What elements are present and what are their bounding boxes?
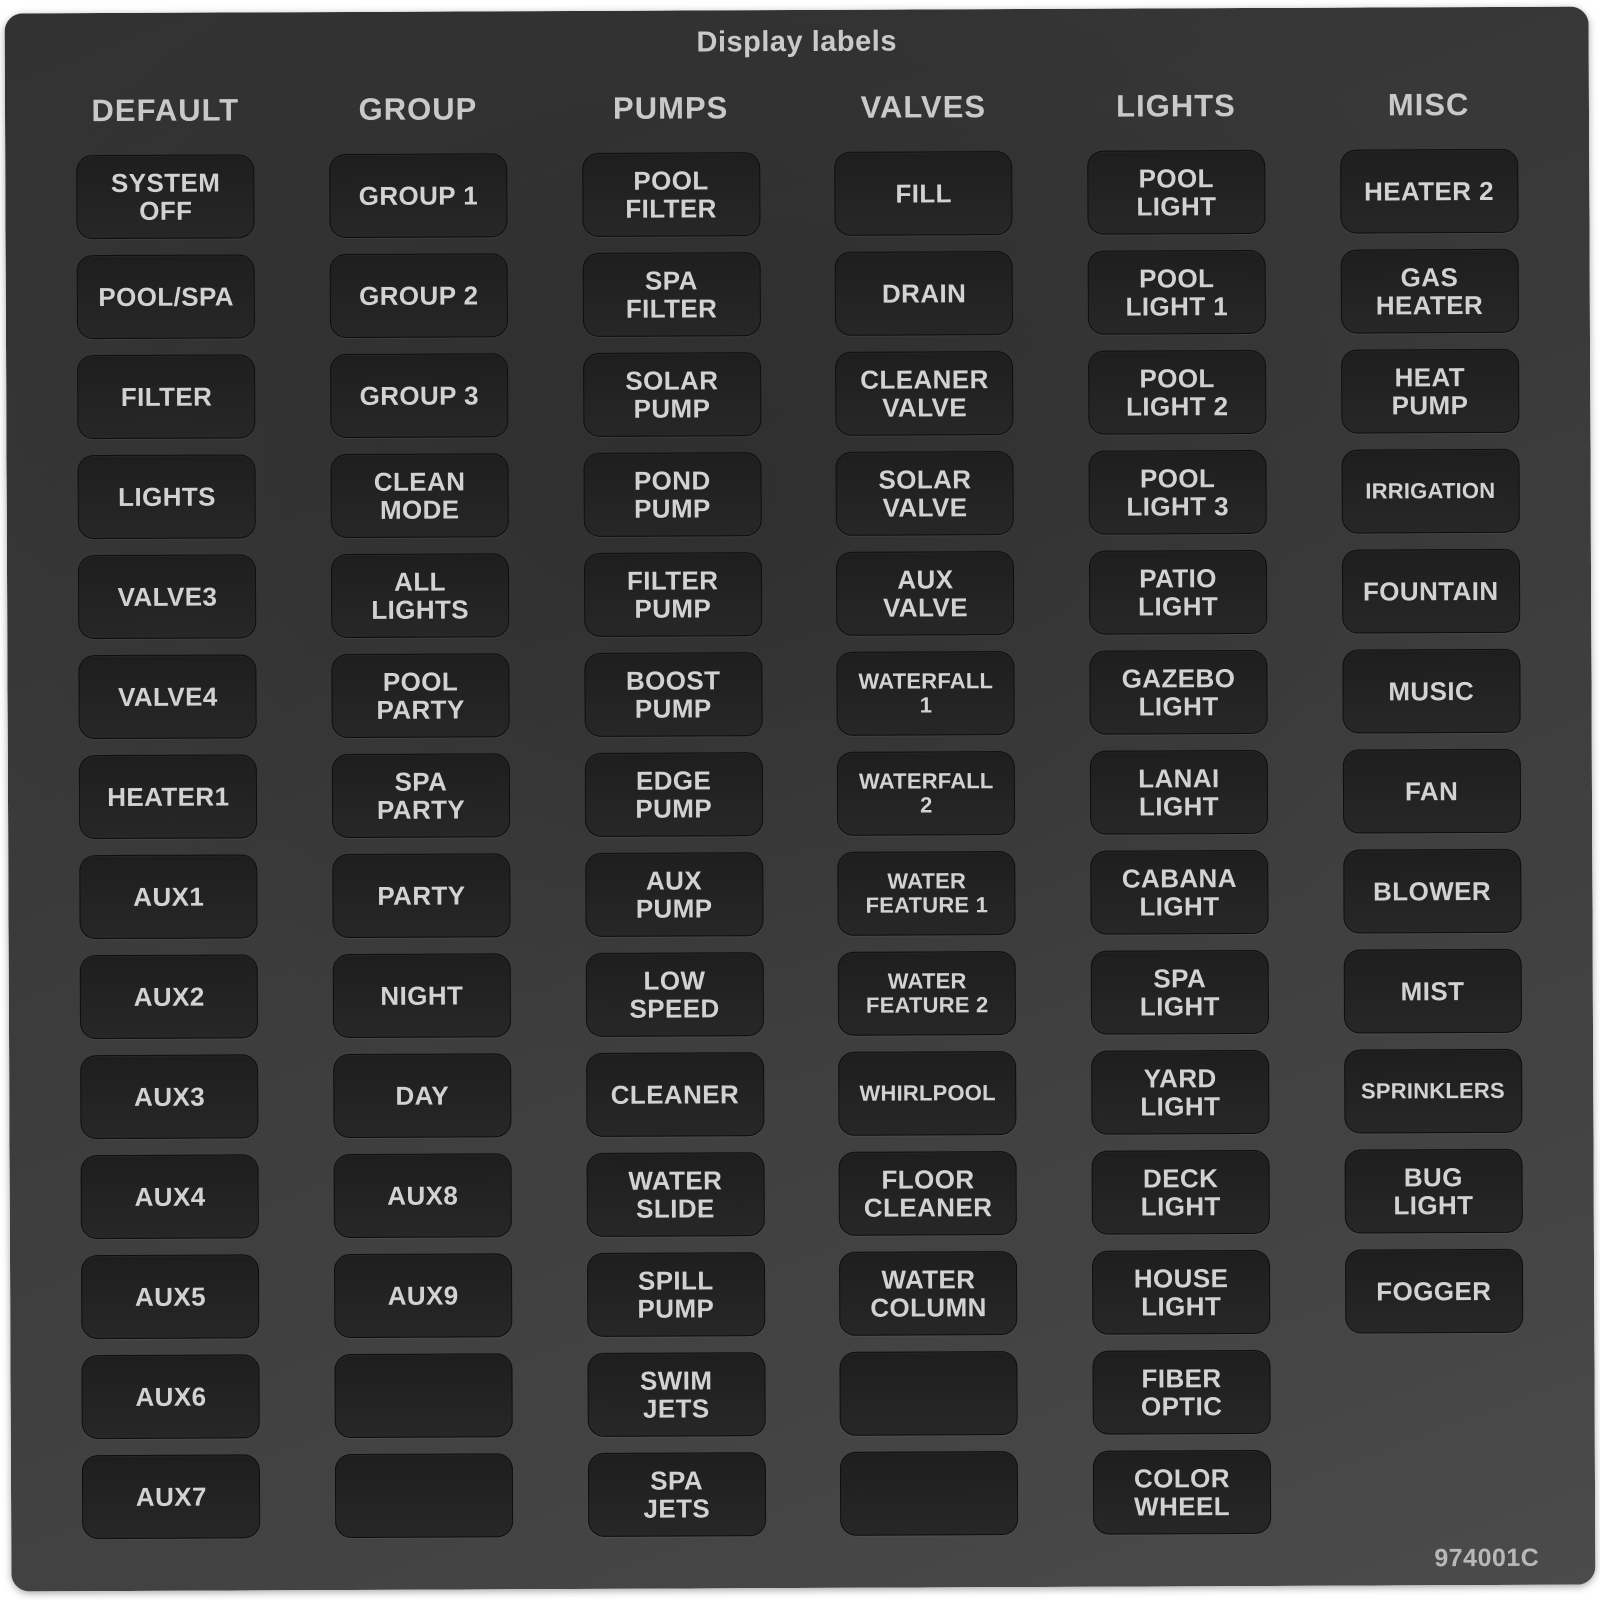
label-sticker: NIGHT [333, 953, 511, 1038]
label-cell [1050, 142, 1303, 243]
label-sticker: GAZEBO LIGHT [1089, 650, 1267, 735]
label-cell [800, 743, 1053, 844]
label-cell [545, 244, 798, 345]
label-cell [45, 1446, 298, 1547]
label-sticker: PARTY [332, 853, 510, 938]
label-sticker: POOL LIGHT [1087, 150, 1265, 235]
label-cell [544, 144, 797, 245]
label-cell [798, 443, 1051, 544]
label-cell [297, 1345, 550, 1446]
label-cell [1054, 1142, 1307, 1243]
label-cell [1302, 141, 1555, 242]
label-sticker: FAN [1342, 749, 1520, 834]
label-sticker: CLEANER [586, 1052, 764, 1137]
label-cell [1055, 1342, 1308, 1443]
label-cell [545, 344, 798, 445]
label-cell [297, 1245, 550, 1346]
label-cell [41, 546, 294, 647]
label-cell [42, 746, 295, 847]
label-sticker: CABANA LIGHT [1090, 850, 1268, 935]
label-sticker: AUX1 [80, 854, 258, 939]
label-cell [802, 1243, 1055, 1344]
label-cell [548, 1044, 801, 1145]
label-cell [39, 146, 292, 247]
label-cell [801, 1043, 1054, 1144]
label-sticker: POOL/SPA [77, 254, 255, 339]
label-sticker: LANAI LIGHT [1090, 750, 1268, 835]
label-column [39, 74, 298, 1583]
label-sticker: FILTER PUMP [584, 552, 762, 637]
label-cell [294, 645, 547, 746]
blank-label-sticker [840, 1351, 1018, 1436]
label-cell [43, 1046, 296, 1147]
column-header: PUMPS [612, 90, 729, 126]
column-header: MISC [1387, 87, 1470, 123]
label-cell [1304, 541, 1557, 642]
label-cell [797, 143, 1050, 244]
label-sticker: MIST [1343, 949, 1521, 1034]
label-sticker: BLOWER [1343, 849, 1521, 934]
label-cell [548, 844, 801, 945]
label-sticker: MUSIC [1342, 649, 1520, 734]
label-cell [292, 245, 545, 346]
label-sticker: DECK LIGHT [1092, 1150, 1270, 1235]
label-cell [1050, 242, 1303, 343]
label-cell [296, 1045, 549, 1146]
label-cell [44, 1146, 297, 1247]
label-cell [40, 246, 293, 347]
label-sticker: POND PUMP [583, 452, 761, 537]
label-cell [1051, 442, 1304, 543]
label-column [1302, 69, 1561, 1578]
label-cell [799, 543, 1052, 644]
label-cell [293, 345, 546, 446]
label-column [544, 72, 803, 1581]
label-sticker: SPILL PUMP [587, 1252, 765, 1337]
label-sticker: POOL LIGHT 1 [1088, 250, 1266, 335]
label-cell [549, 1244, 802, 1345]
label-cell [548, 944, 801, 1045]
column-header: VALVES [860, 89, 987, 125]
label-cell [1303, 241, 1556, 342]
label-sticker: GROUP 1 [329, 153, 507, 238]
label-cell [1054, 1042, 1307, 1143]
label-cell [1053, 842, 1306, 943]
label-cell [1304, 441, 1557, 542]
blank-label-sticker [334, 1353, 512, 1438]
label-sticker: SOLAR VALVE [836, 451, 1014, 536]
label-cell [44, 1346, 297, 1447]
label-cell [297, 1445, 550, 1546]
label-cell [546, 444, 799, 545]
label-cell [293, 445, 546, 546]
label-sticker: FLOOR CLEANER [839, 1151, 1017, 1236]
label-sticker: BOOST PUMP [584, 652, 762, 737]
label-sticker: FOGGER [1345, 1249, 1523, 1334]
label-sticker: SPA JETS [588, 1452, 766, 1537]
label-cell [550, 1344, 803, 1445]
blank-label-sticker [335, 1453, 513, 1538]
label-cell [42, 846, 295, 947]
label-sticker: WATERFALL 1 [837, 651, 1015, 736]
label-cell [798, 343, 1051, 444]
label-cell [1053, 942, 1306, 1043]
label-sticker: WHIRLPOOL [838, 1051, 1016, 1136]
label-sticker: AUX8 [334, 1153, 512, 1238]
label-sticker: HEAT PUMP [1341, 349, 1519, 434]
label-sticker: FOUNTAIN [1342, 549, 1520, 634]
label-sticker: POOL LIGHT 3 [1088, 450, 1266, 535]
label-cell [546, 544, 799, 645]
label-cell [1306, 1041, 1559, 1142]
blank-label-sticker [840, 1451, 1018, 1536]
label-sticker: ALL LIGHTS [331, 553, 509, 638]
label-sticker: SPA FILTER [582, 252, 760, 337]
label-sticker: AUX5 [81, 1254, 259, 1339]
label-sheet [5, 7, 1596, 1592]
label-cell [294, 745, 547, 846]
label-sticker: GROUP 2 [330, 253, 508, 338]
label-sticker: DAY [333, 1053, 511, 1138]
label-cell [1052, 542, 1305, 643]
label-sticker: POOL PARTY [331, 653, 509, 738]
label-sticker: POOL LIGHT 2 [1088, 350, 1266, 435]
label-cell [44, 1246, 297, 1347]
label-cell [1303, 341, 1556, 442]
label-cell [1305, 741, 1558, 842]
label-sticker: VALVE4 [79, 654, 257, 739]
label-column [1049, 70, 1308, 1579]
label-sticker: CLEANER VALVE [835, 351, 1013, 436]
label-sticker: POOL FILTER [582, 152, 760, 237]
label-cell [801, 943, 1054, 1044]
label-sticker: FILTER [77, 354, 255, 439]
labels-grid [39, 69, 1562, 1584]
label-cell [1051, 342, 1304, 443]
label-sticker: AUX4 [81, 1154, 259, 1239]
label-cell [292, 145, 545, 246]
label-sticker: YARD LIGHT [1091, 1050, 1269, 1135]
label-cell [798, 243, 1051, 344]
label-cell [1305, 641, 1558, 742]
label-sticker: WATER SLIDE [586, 1152, 764, 1237]
label-column [291, 73, 550, 1582]
label-cell [1307, 1141, 1560, 1242]
label-cell [1308, 1441, 1561, 1542]
label-sticker: SYSTEM OFF [77, 154, 255, 239]
label-sticker: WATERFALL 2 [837, 751, 1015, 836]
label-sticker: SPA PARTY [332, 753, 510, 838]
label-sticker: GROUP 3 [330, 353, 508, 438]
label-cell [550, 1444, 803, 1545]
label-cell [799, 643, 1052, 744]
label-sticker: EDGE PUMP [584, 752, 762, 837]
label-cell [1306, 941, 1559, 1042]
label-sticker: AUX7 [82, 1454, 260, 1539]
label-cell [1052, 642, 1305, 743]
label-sticker: GAS HEATER [1340, 249, 1518, 334]
label-sticker: WATER FEATURE 2 [838, 951, 1016, 1036]
label-cell [43, 946, 296, 1047]
part-number: 974001C [1434, 1543, 1540, 1573]
label-sticker: VALVE3 [78, 554, 256, 639]
label-cell [41, 646, 294, 747]
label-sticker: PATIO LIGHT [1089, 550, 1267, 635]
label-sticker: AUX3 [80, 1054, 258, 1139]
label-sticker: AUX VALVE [836, 551, 1014, 636]
label-cell [294, 545, 547, 646]
label-cell [1055, 1442, 1308, 1543]
label-cell [547, 744, 800, 845]
label-sticker: CLEAN MODE [330, 453, 508, 538]
label-sticker: HEATER1 [79, 754, 257, 839]
label-sticker: WATER FEATURE 1 [838, 851, 1016, 936]
label-cell [296, 1145, 549, 1246]
label-column [797, 71, 1056, 1580]
label-sticker: AUX PUMP [585, 852, 763, 937]
label-sticker: COLOR WHEEL [1093, 1450, 1271, 1535]
label-cell [40, 446, 293, 547]
column-header: DEFAULT [91, 92, 240, 129]
label-sticker: SWIM JETS [587, 1352, 765, 1437]
column-header: LIGHTS [1116, 88, 1236, 124]
label-cell [547, 644, 800, 745]
label-sticker: LIGHTS [78, 454, 256, 539]
label-sticker: BUG LIGHT [1344, 1149, 1522, 1234]
label-cell [40, 346, 293, 447]
label-cell [295, 945, 548, 1046]
page-title: Display labels [696, 25, 897, 59]
label-cell [803, 1443, 1056, 1544]
label-sticker: SPA LIGHT [1091, 950, 1269, 1035]
label-cell [1306, 841, 1559, 942]
label-cell [802, 1143, 1055, 1244]
label-cell [800, 843, 1053, 944]
label-sticker: WATER COLUMN [839, 1251, 1017, 1336]
label-sticker: AUX6 [82, 1354, 260, 1439]
label-cell [802, 1343, 1055, 1444]
label-sticker: HOUSE LIGHT [1092, 1250, 1270, 1335]
label-sticker: FIBER OPTIC [1092, 1350, 1270, 1435]
label-cell [549, 1144, 802, 1245]
label-cell [1052, 742, 1305, 843]
label-sticker: IRRIGATION [1341, 449, 1519, 534]
label-cell [1308, 1341, 1561, 1442]
label-sticker: AUX2 [80, 954, 258, 1039]
label-sticker: FILL [835, 151, 1013, 236]
label-sticker: HEATER 2 [1340, 149, 1518, 234]
label-sticker: DRAIN [835, 251, 1013, 336]
column-header: GROUP [358, 91, 478, 127]
label-sticker: LOW SPEED [585, 952, 763, 1037]
label-cell [1055, 1242, 1308, 1343]
label-sticker: SPRINKLERS [1344, 1049, 1522, 1134]
label-cell [1307, 1241, 1560, 1342]
label-sticker: SOLAR PUMP [583, 352, 761, 437]
label-cell [295, 845, 548, 946]
label-sticker: AUX9 [334, 1253, 512, 1338]
